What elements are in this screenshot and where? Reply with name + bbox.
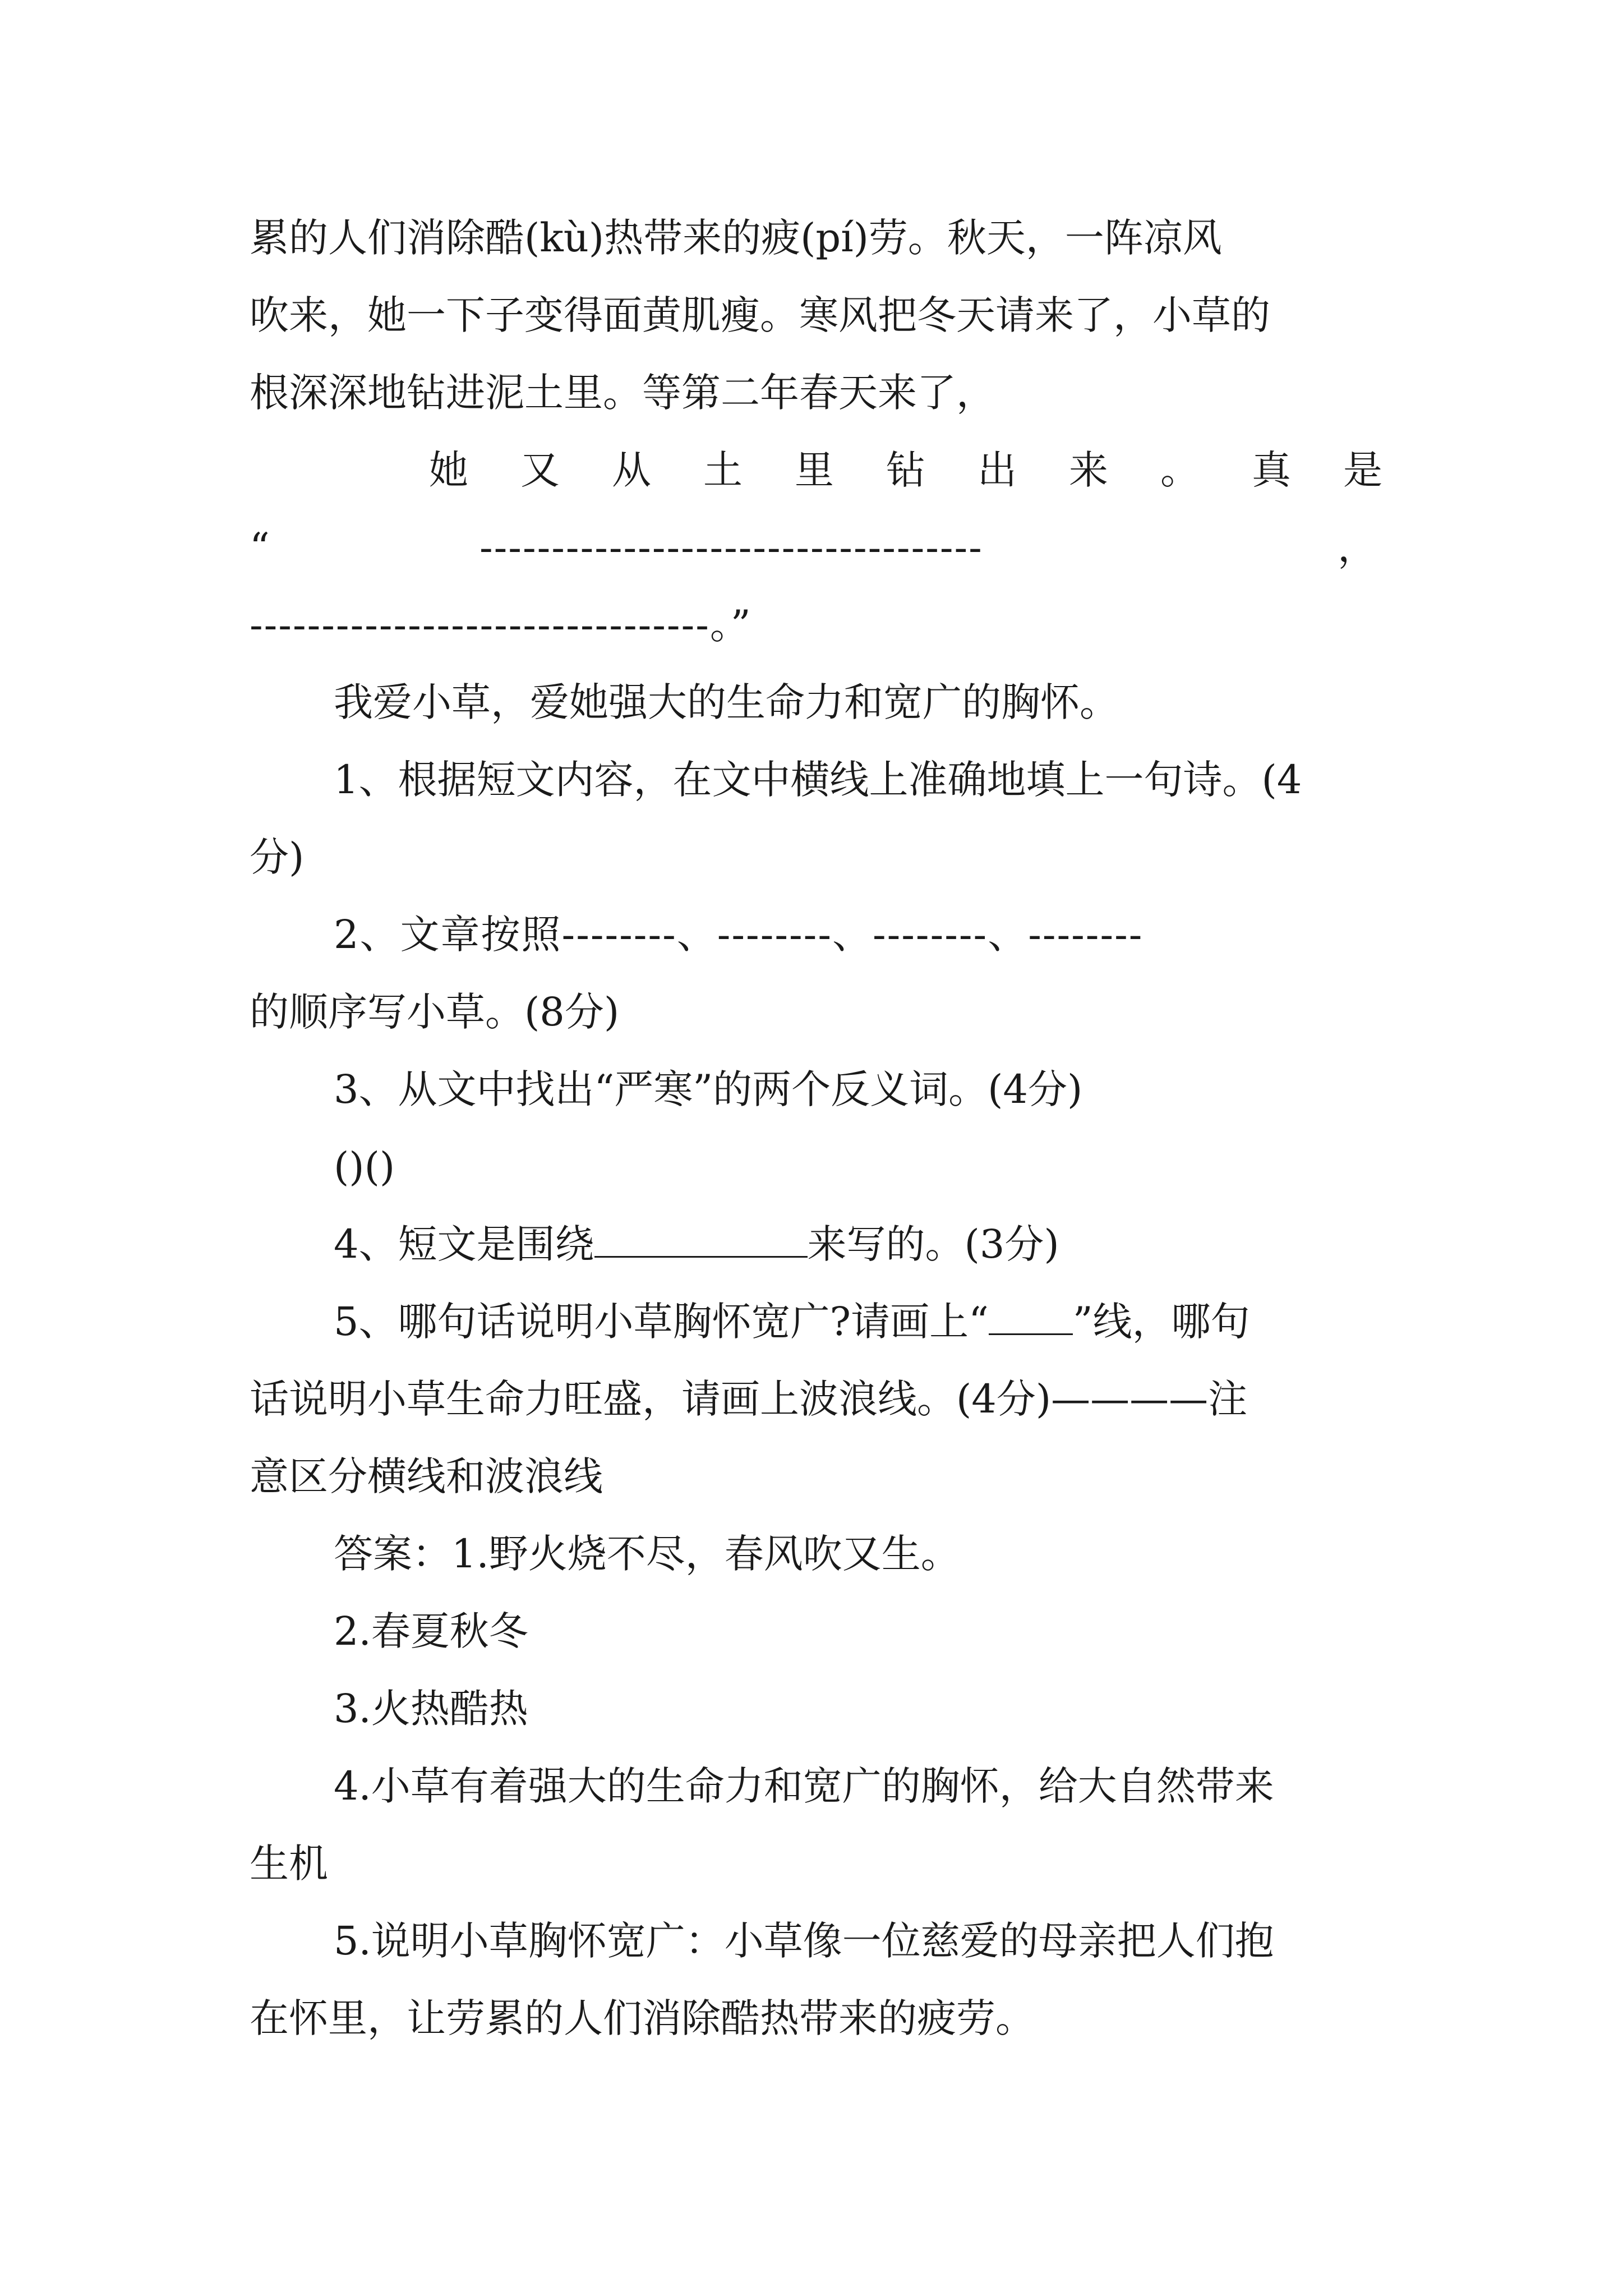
passage-line-4 bbox=[250, 431, 1382, 509]
passage-char: 。 bbox=[1160, 447, 1200, 493]
question-5-cont: 话说明小草生命力旺盛，请画上波浪线。(4分)————注 bbox=[250, 1376, 1248, 1422]
question-4 bbox=[250, 1205, 1382, 1283]
question-1: 1、根据短文内容，在文中横线上准确地填上一句诗。(4 bbox=[334, 757, 1302, 803]
question-5-underline-sample bbox=[989, 1301, 1073, 1335]
answer-5: 5.说明小草胸怀宽广：小草像一位慈爱的母亲把人们抱 bbox=[334, 1918, 1274, 1964]
poem-blank-dashes[interactable]: ----------------------------------- bbox=[479, 524, 983, 570]
answer-1: 答案：1.野火烧不尽，春风吹又生。 bbox=[334, 1531, 960, 1577]
passage-char: 她 bbox=[429, 447, 468, 493]
question-5-prefix: 5、哪句话说明小草胸怀宽广?请画上“ bbox=[334, 1299, 989, 1345]
poem-blank-line-1 bbox=[250, 509, 1382, 586]
question-3-answer-slots[interactable]: ()() bbox=[334, 1144, 395, 1190]
passage-char: 是 bbox=[1343, 447, 1382, 493]
answer-2: 2.春夏秋冬 bbox=[334, 1608, 528, 1654]
poem-blank-comma: ， bbox=[1338, 524, 1377, 570]
passage-line-7: 我爱小草，爱她强大的生命力和宽广的胸怀。 bbox=[334, 679, 1119, 725]
question-4-suffix: 来写的。(3分) bbox=[807, 1221, 1059, 1267]
passage-char: 土 bbox=[703, 447, 743, 493]
question-2: 2、文章按照--------、--------、--------、-------- bbox=[334, 912, 1144, 958]
question-4-blank[interactable] bbox=[594, 1223, 808, 1258]
document-page bbox=[250, 199, 1382, 2057]
passage-line-1: 累的人们消除酷(kù)热带来的疲(pí)劳。秋天，一阵凉风 bbox=[250, 215, 1222, 261]
question-4-prefix: 4、短文是围绕 bbox=[334, 1221, 594, 1267]
passage-char: 钻 bbox=[886, 447, 925, 493]
question-5-suffix: ”线，哪句 bbox=[1072, 1299, 1250, 1345]
passage-char: 里 bbox=[795, 447, 834, 493]
open-quote: “ bbox=[250, 524, 270, 570]
passage-char: 出 bbox=[978, 447, 1017, 493]
question-1-cont: 分) bbox=[250, 834, 305, 880]
question-3: 3、从文中找出“严寒”的两个反义词。(4分) bbox=[334, 1066, 1083, 1112]
question-5 bbox=[250, 1283, 1382, 1360]
answer-4: 4.小草有着强大的生命力和宽广的胸怀，给大自然带来 bbox=[334, 1763, 1274, 1809]
answer-4-cont: 生机 bbox=[250, 1841, 328, 1887]
passage-char: 从 bbox=[612, 447, 651, 493]
passage-char: 真 bbox=[1252, 447, 1291, 493]
passage-line-3: 根深深地钻进泥土里。等第二年春天来了， bbox=[250, 370, 995, 416]
passage-line-2: 吹来，她一下子变得面黄肌瘦。寒风把冬天请来了，小草的 bbox=[250, 292, 1270, 338]
poem-blank-line-2[interactable]: --------------------------------。” bbox=[250, 602, 752, 648]
question-5-note: 意区分横线和波浪线 bbox=[250, 1453, 603, 1499]
passage-char: 又 bbox=[520, 447, 560, 493]
answer-3: 3.火热酷热 bbox=[334, 1686, 528, 1732]
passage-char: 来 bbox=[1069, 447, 1108, 493]
answer-5-cont: 在怀里，让劳累的人们消除酷热带来的疲劳。 bbox=[250, 1995, 1035, 2041]
question-2-cont: 的顺序写小草。(8分) bbox=[250, 989, 620, 1035]
